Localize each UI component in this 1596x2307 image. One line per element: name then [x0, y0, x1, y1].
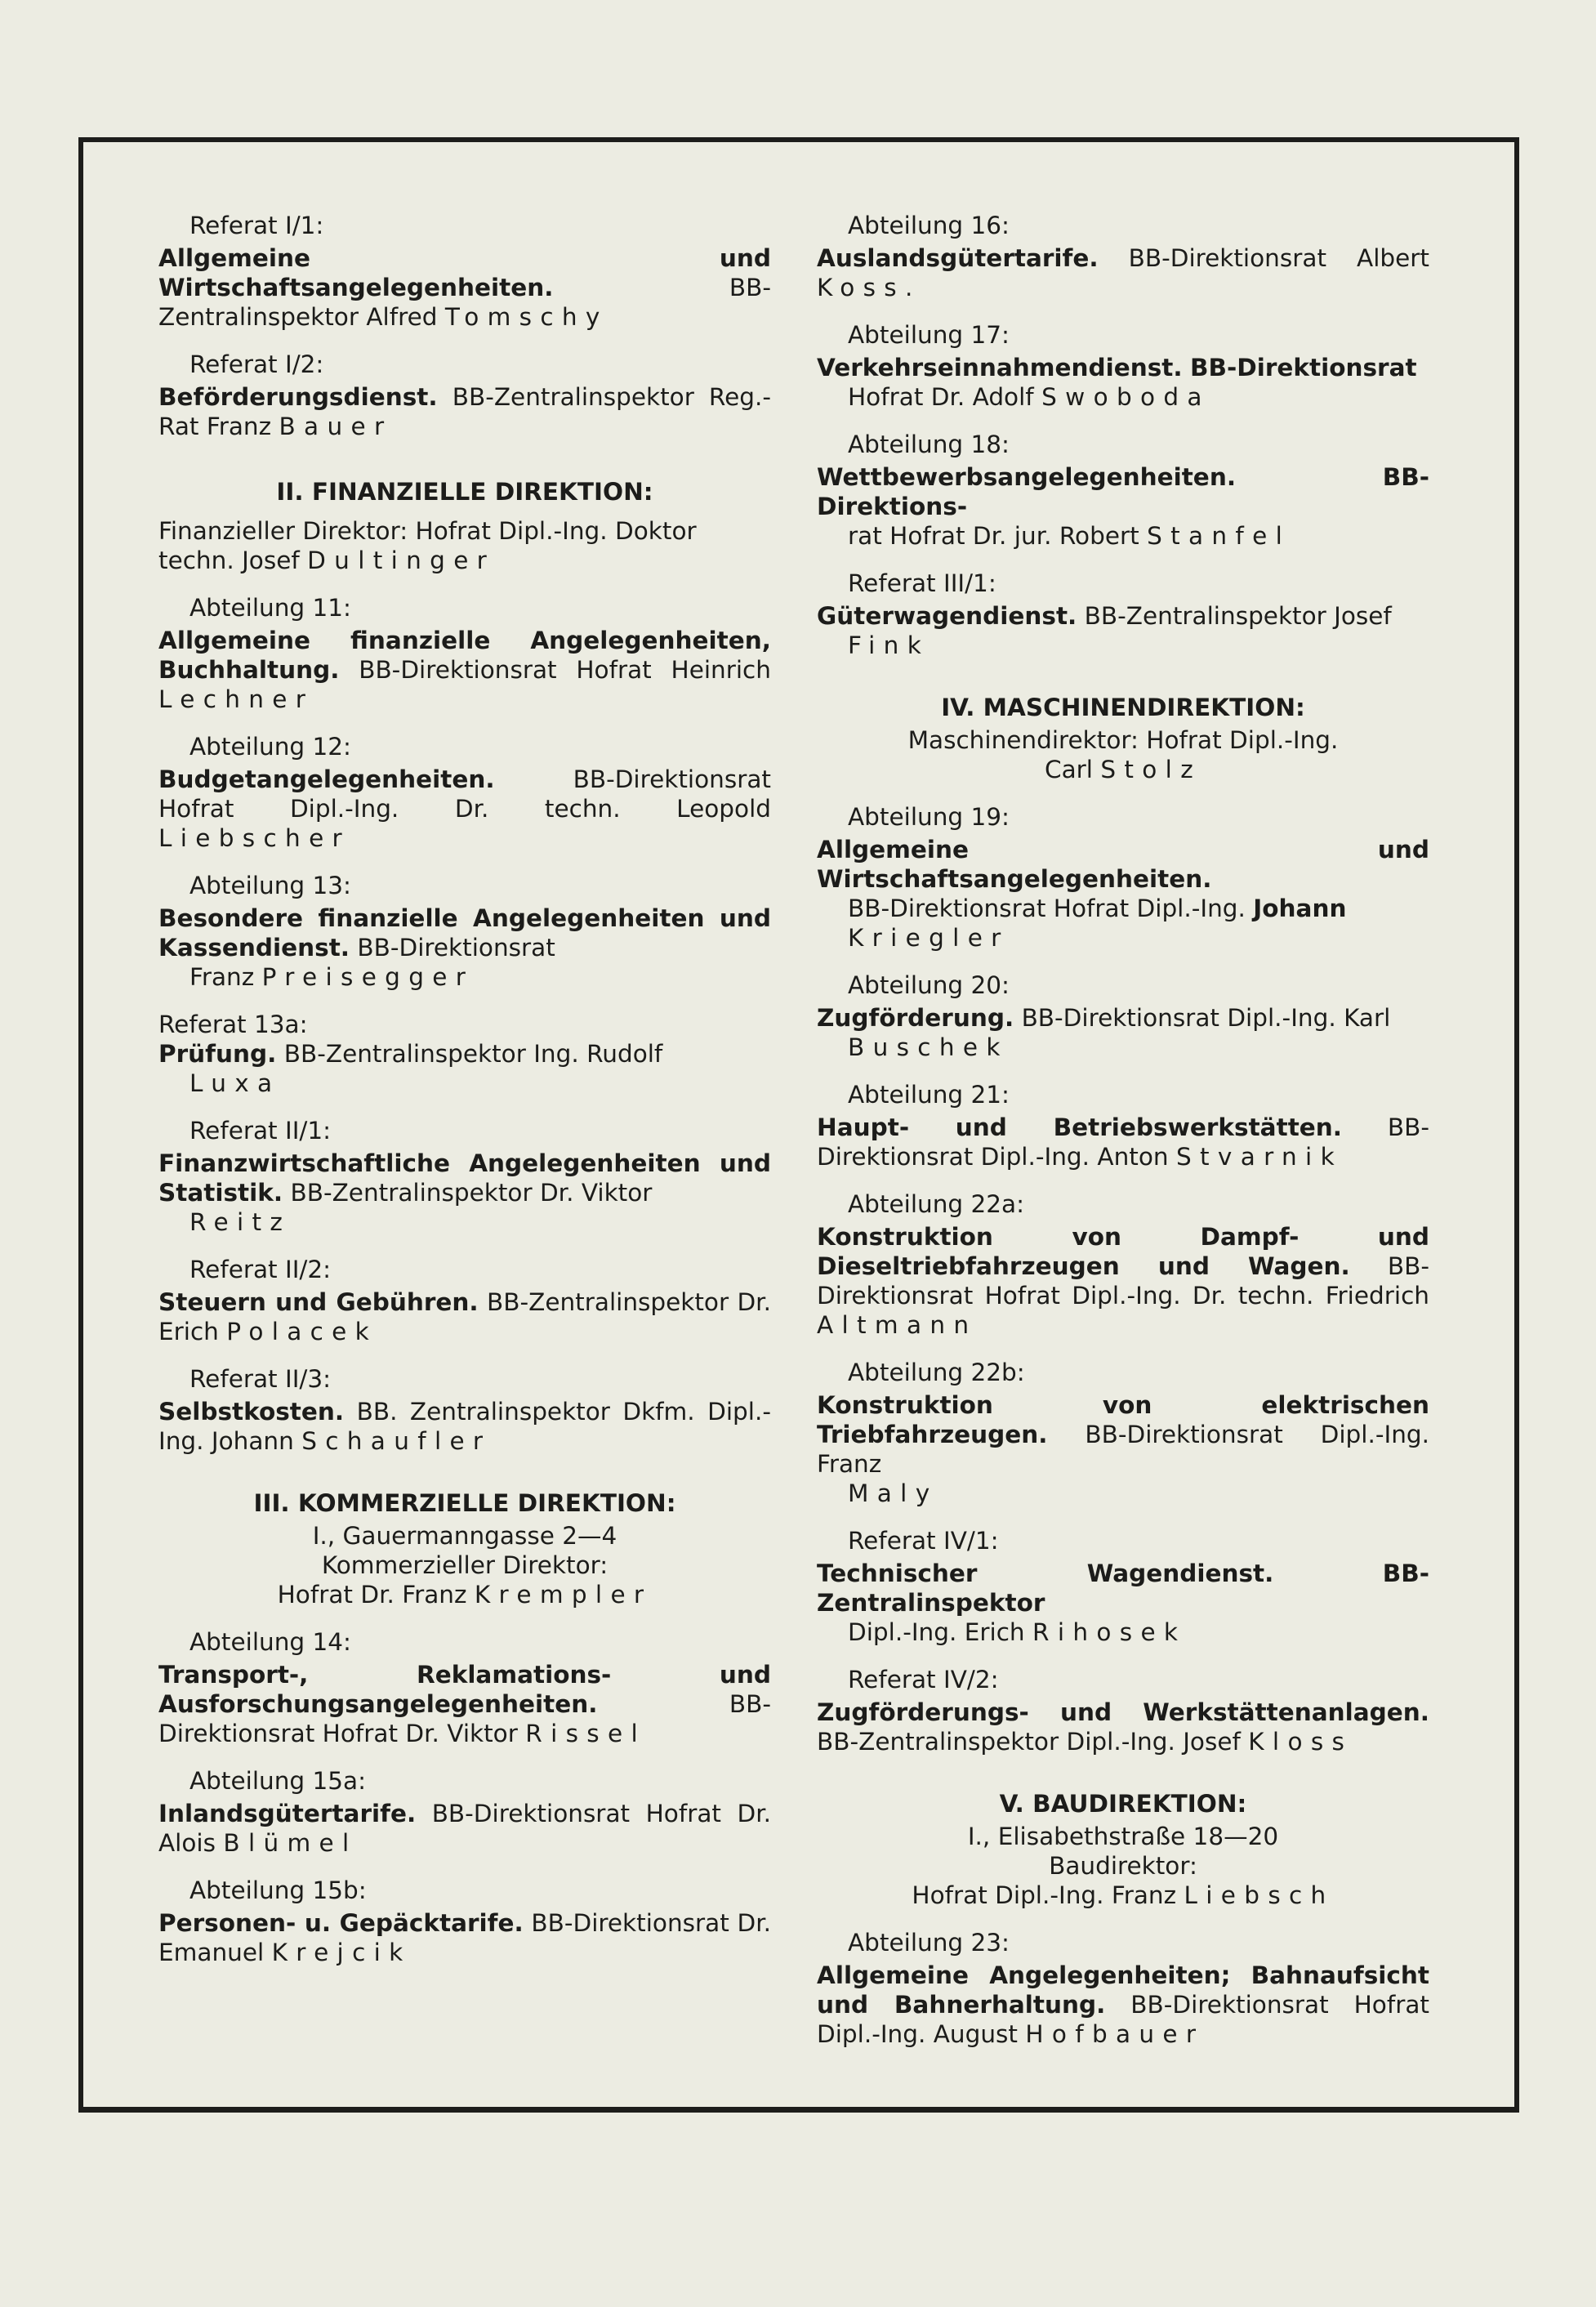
entry-person: BB-Direktionsrat Hofrat Dipl.-Ing. Dr. techn. Leopold: [158, 765, 771, 823]
abteilung-22a: [817, 1189, 1429, 1340]
entry-label: Abteilung 15b:: [189, 1876, 367, 1904]
entry-label: Abteilung 17:: [848, 321, 1010, 349]
person-surname: Blümel: [223, 1829, 358, 1857]
person-surname: Reitz: [189, 1208, 292, 1236]
abteilung-20: [817, 971, 1429, 1062]
abteilung-22b: [817, 1358, 1429, 1508]
person-surname: Polacek: [226, 1318, 378, 1345]
abteilung-19: [817, 802, 1429, 953]
person-surname: Bauer: [279, 413, 393, 440]
person-surname: Lechner: [158, 685, 314, 713]
entry-person: BB-Zentralinspektor Reg.-Rat Franz: [158, 383, 771, 440]
entry-person: BB-Direktionsrat Hofrat Dr. Alois: [158, 1800, 771, 1857]
person-surname: Rissel: [525, 1720, 646, 1747]
person-surname: Stolz: [1100, 756, 1202, 783]
entry-label: Abteilung 18:: [848, 431, 1010, 458]
person-surname: Buschek: [848, 1033, 1009, 1061]
entry-label: Referat 13a:: [158, 1011, 308, 1038]
entry-title: Auslandsgütertarife.: [817, 244, 1099, 272]
entry-title: Zugförderungs- und Werkstättenanlagen.: [817, 1698, 1429, 1726]
abteilung-21: [817, 1080, 1429, 1171]
section-v: [817, 1789, 1429, 1910]
referat-iv2: [817, 1665, 1429, 1756]
entry-label: Referat I/2:: [189, 350, 324, 378]
entry-person-first: Franz: [189, 963, 255, 991]
person-surname: Swoboda: [1041, 383, 1210, 411]
entry-title: Steuern und Gebühren.: [158, 1288, 479, 1316]
referat-i1: [158, 211, 771, 332]
entry-title: Selbstkosten.: [158, 1398, 345, 1426]
entry-title: Konstruktion von Dampf- und Dieseltriebfahrzeugen und Wagen.: [817, 1223, 1429, 1280]
director-role: Kommerzieller Direktor:: [321, 1551, 609, 1579]
person-surname: Altmann: [817, 1311, 978, 1339]
entry-title: Personen- u. Gepäcktarife.: [158, 1909, 524, 1937]
entry-title: Besondere finanzielle Angelegenheiten und Kassendienst.: [158, 904, 771, 962]
person-surname: Schaufler: [301, 1427, 492, 1455]
entry-label: Abteilung 19:: [848, 803, 1010, 831]
entry-title-rank: BB-Zentralinspektor: [817, 1560, 1429, 1617]
section-address: I., Elisabethstraße 18—20: [967, 1823, 1279, 1850]
entry-person: BB-Direktionsrat Albert: [1128, 244, 1429, 272]
right-column: [817, 211, 1429, 2067]
referat-13a: [158, 1010, 771, 1098]
person-surname: Rihosek: [1032, 1618, 1187, 1646]
section-iv: [817, 693, 1429, 784]
person-surname: Krejcik: [271, 1939, 412, 1966]
person-surname: Stanfel: [1147, 522, 1291, 550]
section-heading: IV. MASCHINENDIREKTION:: [941, 694, 1305, 721]
entry-title: Zugförderung.: [817, 1004, 1014, 1032]
abteilung-17: [817, 320, 1429, 412]
entry-title: Güterwagendienst.: [817, 602, 1077, 630]
entry-person: BB-Zentralinspektor Ing. Rudolf: [283, 1040, 663, 1068]
entry-label: Abteilung 14:: [189, 1628, 351, 1656]
person-surname: Liebscher: [158, 824, 350, 852]
entry-title: Allgemeine und Wirtschaftsangelegenheiten.: [158, 244, 771, 301]
person-surname: Luxa: [189, 1069, 281, 1097]
referat-iv1: [817, 1526, 1429, 1647]
entry-title: Beförderungsdienst.: [158, 383, 438, 411]
entry-person: BB-Direktionsrat Hofrat Dipl.-Ing. August: [817, 1991, 1429, 2048]
entry-label: Abteilung 16:: [848, 212, 1010, 239]
section-ii-director: [158, 516, 771, 575]
entry-person: BB-Zentralinspektor Dr. Erich: [158, 1288, 771, 1345]
person-surname: Preisegger: [261, 963, 475, 991]
entry-person: BB-Zentralinspektor Dr. Viktor: [290, 1179, 653, 1207]
section-ii: [158, 477, 771, 506]
entry-person: BB-Direktionsrat Dipl.-Ing. Karl: [1021, 1004, 1391, 1032]
entry-person: BB-Direktionsrat Hofrat Dipl.-Ing.: [848, 895, 1246, 922]
referat-i2: [158, 350, 771, 441]
person-surname: Krempler: [474, 1581, 653, 1609]
entry-person: rat Hofrat Dr. jur. Robert: [848, 522, 1139, 550]
person-surname: Dultinger: [307, 547, 496, 574]
entry-title: Budgetangelegenheiten.: [158, 765, 495, 793]
entry-person: BB-Direktionsrat Dr. Emanuel: [158, 1909, 771, 1966]
person-surname: Maly: [848, 1479, 938, 1507]
director-text: Hofrat Dr. Franz: [277, 1581, 467, 1609]
entry-person: BB-Direktionsrat Hofrat Dr. Viktor: [158, 1690, 771, 1747]
entry-label: Abteilung 22a:: [848, 1190, 1025, 1218]
abteilung-15a: [158, 1766, 771, 1858]
entry-label: Referat IV/2:: [848, 1666, 999, 1693]
entry-title: Allgemeine und Wirtschaftsangelegenheiten.: [817, 836, 1429, 893]
entry-label: Abteilung 22b:: [848, 1359, 1025, 1386]
entry-person: BB-Zentralinspektor Alfred: [158, 274, 771, 331]
entry-person: BB-Direktionsrat Hofrat Dipl.-Ing. Dr. techn. Friedrich: [817, 1252, 1429, 1310]
section-address: I., Gauermanngasse 2—4: [312, 1522, 617, 1550]
entry-label: Abteilung 23:: [848, 1929, 1010, 1957]
entry-title: Transport-, Reklamations- und Ausforschungsangelegenheiten.: [158, 1661, 771, 1718]
referat-ii3: [158, 1364, 771, 1456]
entry-title: Konstruktion von elektrischen Triebfahrzeugen.: [817, 1391, 1429, 1448]
abteilung-13: [158, 871, 771, 992]
entry-label: Abteilung 13:: [189, 872, 351, 899]
abteilung-18: [817, 430, 1429, 551]
director-role: Baudirektor:: [1049, 1852, 1197, 1880]
person-surname: Tomschy: [444, 303, 609, 331]
entry-label: Referat IV/1:: [848, 1527, 999, 1555]
entry-label: Abteilung 20:: [848, 971, 1010, 999]
entry-title: Allgemeine Angelegenheiten; Bahnaufsicht und Bahnerhaltung.: [817, 1961, 1429, 2019]
person-surname: Kloss: [1248, 1728, 1353, 1756]
entry-person: BB-Direktionsrat Dipl.-Ing. Anton: [817, 1113, 1429, 1171]
person-surname: Fink: [848, 631, 930, 659]
left-column: [158, 211, 771, 1985]
person-surname: Stvarnik: [1175, 1143, 1343, 1171]
entry-label: Abteilung 12:: [189, 733, 351, 761]
abteilung-15b: [158, 1876, 771, 1967]
director-text: Hofrat Dipl.-Ing. Franz: [912, 1881, 1177, 1909]
entry-title-rank: BB-Direktions-: [817, 463, 1429, 520]
person-surname: Hofbauer: [1025, 2020, 1205, 2048]
entry-person: BB-Direktionsrat Hofrat Heinrich: [359, 656, 771, 684]
entry-label: Referat I/1:: [189, 212, 324, 239]
entry-title: Haupt- und Betriebswerkstätten.: [817, 1113, 1343, 1141]
entry-title: Wettbewerbsangelegenheiten.: [817, 463, 1237, 491]
entry-person-first: Johann: [1253, 895, 1347, 922]
abteilung-14: [158, 1627, 771, 1748]
entry-label: Abteilung 11:: [189, 594, 351, 622]
entry-label: Referat II/2:: [189, 1256, 332, 1283]
entry-title: Prüfung.: [158, 1040, 277, 1068]
entry-person: Hofrat Dr. Adolf: [848, 383, 1034, 411]
entry-person: BB. Zentralinspektor Dkfm. Dipl.-Ing. Johann: [158, 1398, 771, 1455]
director-text: Carl: [1044, 756, 1093, 783]
entry-title: Verkehrseinnahmendienst.: [817, 354, 1183, 382]
director-role: Maschinendirektor: Hofrat Dipl.-Ing.: [907, 726, 1339, 754]
referat-iii1: [817, 569, 1429, 660]
section-heading: II. FINANZIELLE DIREKTION:: [276, 478, 653, 506]
referat-ii1: [158, 1116, 771, 1237]
abteilung-23: [817, 1928, 1429, 2049]
entry-title: Finanzwirtschaftliche Angelegenheiten und Statistik.: [158, 1149, 771, 1207]
entry-label: Referat II/1:: [189, 1117, 332, 1145]
section-heading: III. KOMMERZIELLE DIREKTION:: [253, 1489, 676, 1517]
entry-title: Inlandsgütertarife.: [158, 1800, 417, 1827]
entry-label: Abteilung 15a:: [189, 1767, 367, 1795]
abteilung-16: [817, 211, 1429, 302]
director-text: Finanzieller Direktor: Hofrat Dipl.-Ing. Doktor techn. Josef: [158, 517, 697, 574]
person-surname: Kriegler: [848, 924, 1010, 952]
entry-person: BB-Zentralinspektor Josef: [1084, 602, 1392, 630]
entry-person: Dipl.-Ing. Erich: [848, 1618, 1025, 1646]
entry-title: Technischer Wagendienst.: [817, 1560, 1274, 1587]
entry-label: Referat III/1:: [848, 569, 996, 597]
abteilung-12: [158, 732, 771, 853]
section-iii: [158, 1488, 771, 1609]
abteilung-11: [158, 593, 771, 714]
entry-label: Referat II/3:: [189, 1365, 332, 1393]
person-surname: Koss.: [817, 274, 921, 301]
section-heading: V. BAUDIREKTION:: [999, 1790, 1247, 1818]
entry-title: Allgemeine finanzielle Angelegenheiten, Buchhaltung.: [158, 627, 771, 684]
entry-person: BB-Zentralinspektor Dipl.-Ing. Josef: [817, 1728, 1241, 1756]
entry-label: Abteilung 21:: [848, 1081, 1010, 1109]
entry-person: BB-Direktionsrat Dipl.-Ing. Franz: [817, 1421, 1429, 1478]
entry-title-rank: BB-Direktionsrat: [1190, 354, 1417, 382]
referat-ii2: [158, 1255, 771, 1346]
person-surname: Liebsch: [1184, 1881, 1335, 1909]
entry-person: BB-Direktionsrat: [357, 934, 555, 962]
